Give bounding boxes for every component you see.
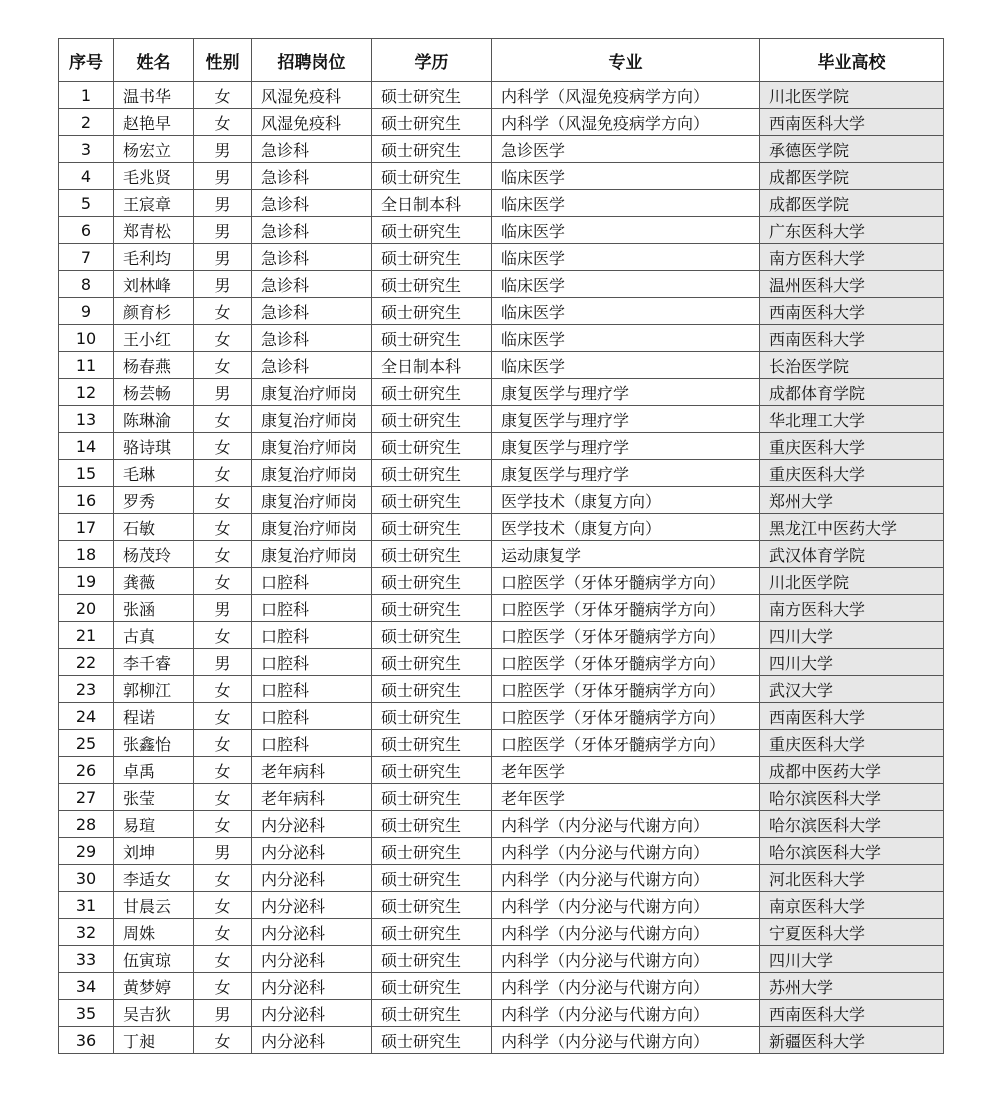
name-cell: 毛利均	[114, 244, 194, 271]
name-cell: 赵艳早	[114, 109, 194, 136]
name-cell: 李千睿	[114, 649, 194, 676]
major-cell: 老年医学	[492, 757, 760, 784]
education-cell: 硕士研究生	[372, 217, 492, 244]
major-cell: 内科学（风湿免疫病学方向）	[492, 82, 760, 109]
school-cell: 成都医学院	[760, 163, 944, 190]
school-cell: 成都医学院	[760, 190, 944, 217]
major-cell: 临床医学	[492, 271, 760, 298]
name-cell: 卓禹	[114, 757, 194, 784]
table-row	[59, 595, 944, 622]
header-name: 姓名	[114, 39, 194, 82]
index-cell: 12	[59, 379, 114, 406]
table-row	[59, 757, 944, 784]
gender-cell: 女	[194, 811, 252, 838]
index-cell: 17	[59, 514, 114, 541]
school-cell: 温州医科大学	[760, 271, 944, 298]
index-cell: 11	[59, 352, 114, 379]
education-cell: 硕士研究生	[372, 703, 492, 730]
index-cell: 20	[59, 595, 114, 622]
gender-cell: 女	[194, 109, 252, 136]
name-cell: 杨春燕	[114, 352, 194, 379]
position-cell: 康复治疗师岗	[252, 379, 372, 406]
header-school: 毕业高校	[760, 39, 944, 82]
major-cell: 内科学（内分泌与代谢方向）	[492, 838, 760, 865]
position-cell: 内分泌科	[252, 892, 372, 919]
table-row	[59, 109, 944, 136]
major-cell: 内科学（内分泌与代谢方向）	[492, 919, 760, 946]
gender-cell: 女	[194, 622, 252, 649]
gender-cell: 女	[194, 460, 252, 487]
education-cell: 硕士研究生	[372, 649, 492, 676]
school-cell: 新疆医科大学	[760, 1027, 944, 1054]
education-cell: 硕士研究生	[372, 82, 492, 109]
school-cell: 成都中医药大学	[760, 757, 944, 784]
gender-cell: 女	[194, 892, 252, 919]
education-cell: 硕士研究生	[372, 271, 492, 298]
position-cell: 口腔科	[252, 568, 372, 595]
name-cell: 易瑄	[114, 811, 194, 838]
position-cell: 老年病科	[252, 757, 372, 784]
position-cell: 风湿免疫科	[252, 109, 372, 136]
school-cell: 四川大学	[760, 946, 944, 973]
name-cell: 杨茂玲	[114, 541, 194, 568]
name-cell: 张鑫怡	[114, 730, 194, 757]
position-cell: 内分泌科	[252, 946, 372, 973]
index-cell: 18	[59, 541, 114, 568]
major-cell: 运动康复学	[492, 541, 760, 568]
position-cell: 急诊科	[252, 271, 372, 298]
education-cell: 硕士研究生	[372, 946, 492, 973]
position-cell: 内分泌科	[252, 838, 372, 865]
education-cell: 硕士研究生	[372, 514, 492, 541]
index-cell: 21	[59, 622, 114, 649]
major-cell: 内科学（内分泌与代谢方向）	[492, 865, 760, 892]
position-cell: 口腔科	[252, 649, 372, 676]
table-row	[59, 352, 944, 379]
name-cell: 郭柳江	[114, 676, 194, 703]
name-cell: 周姝	[114, 919, 194, 946]
table-row	[59, 730, 944, 757]
school-cell: 华北理工大学	[760, 406, 944, 433]
school-cell: 西南医科大学	[760, 298, 944, 325]
gender-cell: 女	[194, 487, 252, 514]
position-cell: 急诊科	[252, 217, 372, 244]
major-cell: 口腔医学（牙体牙髓病学方向）	[492, 568, 760, 595]
index-cell: 9	[59, 298, 114, 325]
major-cell: 内科学（风湿免疫病学方向）	[492, 109, 760, 136]
position-cell: 内分泌科	[252, 973, 372, 1000]
major-cell: 口腔医学（牙体牙髓病学方向）	[492, 649, 760, 676]
index-cell: 13	[59, 406, 114, 433]
major-cell: 康复医学与理疗学	[492, 406, 760, 433]
index-cell: 24	[59, 703, 114, 730]
gender-cell: 女	[194, 568, 252, 595]
name-cell: 毛兆贤	[114, 163, 194, 190]
position-cell: 急诊科	[252, 325, 372, 352]
education-cell: 硕士研究生	[372, 622, 492, 649]
index-cell: 28	[59, 811, 114, 838]
major-cell: 内科学（内分泌与代谢方向）	[492, 1027, 760, 1054]
major-cell: 临床医学	[492, 190, 760, 217]
school-cell: 川北医学院	[760, 82, 944, 109]
gender-cell: 女	[194, 325, 252, 352]
school-cell: 武汉大学	[760, 676, 944, 703]
school-cell: 哈尔滨医科大学	[760, 784, 944, 811]
name-cell: 王宸章	[114, 190, 194, 217]
major-cell: 临床医学	[492, 217, 760, 244]
index-cell: 22	[59, 649, 114, 676]
name-cell: 刘坤	[114, 838, 194, 865]
recruitment-list-table	[58, 38, 944, 1054]
education-cell: 硕士研究生	[372, 109, 492, 136]
major-cell: 内科学（内分泌与代谢方向）	[492, 892, 760, 919]
table-row	[59, 865, 944, 892]
gender-cell: 女	[194, 514, 252, 541]
school-cell: 南京医科大学	[760, 892, 944, 919]
table-row	[59, 1000, 944, 1027]
table-row	[59, 703, 944, 730]
gender-cell: 女	[194, 82, 252, 109]
index-cell: 30	[59, 865, 114, 892]
position-cell: 内分泌科	[252, 811, 372, 838]
table-row	[59, 325, 944, 352]
index-cell: 32	[59, 919, 114, 946]
index-cell: 6	[59, 217, 114, 244]
table-row	[59, 1027, 944, 1054]
name-cell: 张莹	[114, 784, 194, 811]
major-cell: 康复医学与理疗学	[492, 460, 760, 487]
gender-cell: 女	[194, 1027, 252, 1054]
major-cell: 临床医学	[492, 163, 760, 190]
gender-cell: 女	[194, 406, 252, 433]
table-row	[59, 676, 944, 703]
gender-cell: 女	[194, 865, 252, 892]
major-cell: 医学技术（康复方向）	[492, 487, 760, 514]
index-cell: 25	[59, 730, 114, 757]
gender-cell: 女	[194, 757, 252, 784]
table-row	[59, 379, 944, 406]
education-cell: 全日制本科	[372, 190, 492, 217]
school-cell: 哈尔滨医科大学	[760, 838, 944, 865]
education-cell: 硕士研究生	[372, 406, 492, 433]
school-cell: 西南医科大学	[760, 703, 944, 730]
position-cell: 急诊科	[252, 136, 372, 163]
position-cell: 急诊科	[252, 163, 372, 190]
position-cell: 急诊科	[252, 244, 372, 271]
index-cell: 19	[59, 568, 114, 595]
major-cell: 口腔医学（牙体牙髓病学方向）	[492, 595, 760, 622]
name-cell: 吴吉狄	[114, 1000, 194, 1027]
position-cell: 内分泌科	[252, 919, 372, 946]
education-cell: 硕士研究生	[372, 973, 492, 1000]
gender-cell: 男	[194, 1000, 252, 1027]
table-row	[59, 514, 944, 541]
name-cell: 刘林峰	[114, 271, 194, 298]
school-cell: 重庆医科大学	[760, 460, 944, 487]
position-cell: 口腔科	[252, 730, 372, 757]
education-cell: 硕士研究生	[372, 1000, 492, 1027]
table-row	[59, 406, 944, 433]
table-row	[59, 541, 944, 568]
position-cell: 口腔科	[252, 703, 372, 730]
name-cell: 丁昶	[114, 1027, 194, 1054]
name-cell: 颜育杉	[114, 298, 194, 325]
name-cell: 李适女	[114, 865, 194, 892]
education-cell: 硕士研究生	[372, 487, 492, 514]
gender-cell: 男	[194, 649, 252, 676]
major-cell: 老年医学	[492, 784, 760, 811]
school-cell: 苏州大学	[760, 973, 944, 1000]
position-cell: 急诊科	[252, 352, 372, 379]
table-row	[59, 271, 944, 298]
major-cell: 医学技术（康复方向）	[492, 514, 760, 541]
name-cell: 郑青松	[114, 217, 194, 244]
major-cell: 内科学（内分泌与代谢方向）	[492, 973, 760, 1000]
school-cell: 宁夏医科大学	[760, 919, 944, 946]
gender-cell: 女	[194, 298, 252, 325]
table-row	[59, 973, 944, 1000]
major-cell: 康复医学与理疗学	[492, 433, 760, 460]
header-position: 招聘岗位	[252, 39, 372, 82]
name-cell: 石敏	[114, 514, 194, 541]
table-row	[59, 244, 944, 271]
major-cell: 临床医学	[492, 298, 760, 325]
school-cell: 川北医学院	[760, 568, 944, 595]
index-cell: 4	[59, 163, 114, 190]
school-cell: 西南医科大学	[760, 325, 944, 352]
table-row	[59, 946, 944, 973]
table-row	[59, 784, 944, 811]
gender-cell: 女	[194, 946, 252, 973]
major-cell: 口腔医学（牙体牙髓病学方向）	[492, 676, 760, 703]
name-cell: 甘晨云	[114, 892, 194, 919]
name-cell: 王小红	[114, 325, 194, 352]
major-cell: 内科学（内分泌与代谢方向）	[492, 1000, 760, 1027]
gender-cell: 女	[194, 352, 252, 379]
education-cell: 硕士研究生	[372, 784, 492, 811]
education-cell: 硕士研究生	[372, 865, 492, 892]
position-cell: 康复治疗师岗	[252, 541, 372, 568]
header-row	[59, 39, 944, 82]
name-cell: 张涵	[114, 595, 194, 622]
position-cell: 急诊科	[252, 190, 372, 217]
index-cell: 16	[59, 487, 114, 514]
header-education: 学历	[372, 39, 492, 82]
school-cell: 黑龙江中医药大学	[760, 514, 944, 541]
table-row	[59, 190, 944, 217]
school-cell: 长治医学院	[760, 352, 944, 379]
index-cell: 36	[59, 1027, 114, 1054]
table-row	[59, 649, 944, 676]
school-cell: 四川大学	[760, 622, 944, 649]
gender-cell: 女	[194, 433, 252, 460]
header-index: 序号	[59, 39, 114, 82]
gender-cell: 女	[194, 973, 252, 1000]
position-cell: 内分泌科	[252, 1027, 372, 1054]
position-cell: 口腔科	[252, 622, 372, 649]
school-cell: 承德医学院	[760, 136, 944, 163]
position-cell: 老年病科	[252, 784, 372, 811]
education-cell: 硕士研究生	[372, 838, 492, 865]
gender-cell: 男	[194, 271, 252, 298]
major-cell: 康复医学与理疗学	[492, 379, 760, 406]
gender-cell: 男	[194, 838, 252, 865]
school-cell: 南方医科大学	[760, 595, 944, 622]
position-cell: 康复治疗师岗	[252, 406, 372, 433]
position-cell: 康复治疗师岗	[252, 460, 372, 487]
position-cell: 内分泌科	[252, 1000, 372, 1027]
education-cell: 硕士研究生	[372, 460, 492, 487]
index-cell: 29	[59, 838, 114, 865]
name-cell: 陈琳渝	[114, 406, 194, 433]
table-row	[59, 433, 944, 460]
index-cell: 2	[59, 109, 114, 136]
education-cell: 硕士研究生	[372, 811, 492, 838]
position-cell: 风湿免疫科	[252, 82, 372, 109]
table-row	[59, 568, 944, 595]
name-cell: 毛琳	[114, 460, 194, 487]
table-row	[59, 487, 944, 514]
index-cell: 23	[59, 676, 114, 703]
gender-cell: 女	[194, 703, 252, 730]
education-cell: 硕士研究生	[372, 298, 492, 325]
position-cell: 急诊科	[252, 298, 372, 325]
index-cell: 8	[59, 271, 114, 298]
gender-cell: 男	[194, 595, 252, 622]
school-cell: 四川大学	[760, 649, 944, 676]
name-cell: 古真	[114, 622, 194, 649]
index-cell: 31	[59, 892, 114, 919]
name-cell: 罗秀	[114, 487, 194, 514]
table-row	[59, 298, 944, 325]
position-cell: 口腔科	[252, 595, 372, 622]
name-cell: 温书华	[114, 82, 194, 109]
school-cell: 河北医科大学	[760, 865, 944, 892]
education-cell: 全日制本科	[372, 352, 492, 379]
education-cell: 硕士研究生	[372, 730, 492, 757]
education-cell: 硕士研究生	[372, 1027, 492, 1054]
school-cell: 重庆医科大学	[760, 433, 944, 460]
table-row	[59, 811, 944, 838]
education-cell: 硕士研究生	[372, 163, 492, 190]
table-row	[59, 163, 944, 190]
name-cell: 骆诗琪	[114, 433, 194, 460]
major-cell: 急诊医学	[492, 136, 760, 163]
index-cell: 3	[59, 136, 114, 163]
name-cell: 黄梦婷	[114, 973, 194, 1000]
major-cell: 口腔医学（牙体牙髓病学方向）	[492, 622, 760, 649]
education-cell: 硕士研究生	[372, 244, 492, 271]
school-cell: 成都体育学院	[760, 379, 944, 406]
school-cell: 广东医科大学	[760, 217, 944, 244]
index-cell: 15	[59, 460, 114, 487]
major-cell: 临床医学	[492, 352, 760, 379]
education-cell: 硕士研究生	[372, 919, 492, 946]
position-cell: 康复治疗师岗	[252, 433, 372, 460]
school-cell: 西南医科大学	[760, 109, 944, 136]
name-cell: 龚薇	[114, 568, 194, 595]
education-cell: 硕士研究生	[372, 892, 492, 919]
gender-cell: 男	[194, 379, 252, 406]
gender-cell: 女	[194, 919, 252, 946]
table-row	[59, 919, 944, 946]
table-row	[59, 892, 944, 919]
school-cell: 哈尔滨医科大学	[760, 811, 944, 838]
major-cell: 临床医学	[492, 244, 760, 271]
major-cell: 内科学（内分泌与代谢方向）	[492, 811, 760, 838]
table-body	[59, 82, 944, 1054]
index-cell: 33	[59, 946, 114, 973]
header-gender: 性别	[194, 39, 252, 82]
index-cell: 14	[59, 433, 114, 460]
index-cell: 34	[59, 973, 114, 1000]
position-cell: 康复治疗师岗	[252, 514, 372, 541]
gender-cell: 男	[194, 163, 252, 190]
table-row	[59, 622, 944, 649]
table-row	[59, 136, 944, 163]
gender-cell: 女	[194, 541, 252, 568]
school-cell: 武汉体育学院	[760, 541, 944, 568]
education-cell: 硕士研究生	[372, 541, 492, 568]
name-cell: 程诺	[114, 703, 194, 730]
name-cell: 杨宏立	[114, 136, 194, 163]
gender-cell: 女	[194, 784, 252, 811]
education-cell: 硕士研究生	[372, 568, 492, 595]
table-row	[59, 82, 944, 109]
education-cell: 硕士研究生	[372, 595, 492, 622]
index-cell: 7	[59, 244, 114, 271]
gender-cell: 男	[194, 217, 252, 244]
school-cell: 西南医科大学	[760, 1000, 944, 1027]
education-cell: 硕士研究生	[372, 379, 492, 406]
position-cell: 内分泌科	[252, 865, 372, 892]
table-row	[59, 838, 944, 865]
header-major: 专业	[492, 39, 760, 82]
gender-cell: 男	[194, 190, 252, 217]
index-cell: 10	[59, 325, 114, 352]
gender-cell: 女	[194, 730, 252, 757]
school-cell: 南方医科大学	[760, 244, 944, 271]
education-cell: 硕士研究生	[372, 433, 492, 460]
school-cell: 重庆医科大学	[760, 730, 944, 757]
index-cell: 5	[59, 190, 114, 217]
major-cell: 口腔医学（牙体牙髓病学方向）	[492, 703, 760, 730]
education-cell: 硕士研究生	[372, 676, 492, 703]
table-row	[59, 460, 944, 487]
index-cell: 26	[59, 757, 114, 784]
name-cell: 杨芸畅	[114, 379, 194, 406]
index-cell: 35	[59, 1000, 114, 1027]
gender-cell: 男	[194, 136, 252, 163]
education-cell: 硕士研究生	[372, 757, 492, 784]
position-cell: 口腔科	[252, 676, 372, 703]
index-cell: 27	[59, 784, 114, 811]
education-cell: 硕士研究生	[372, 325, 492, 352]
school-cell: 郑州大学	[760, 487, 944, 514]
position-cell: 康复治疗师岗	[252, 487, 372, 514]
gender-cell: 女	[194, 676, 252, 703]
index-cell: 1	[59, 82, 114, 109]
major-cell: 口腔医学（牙体牙髓病学方向）	[492, 730, 760, 757]
education-cell: 硕士研究生	[372, 136, 492, 163]
gender-cell: 男	[194, 244, 252, 271]
major-cell: 临床医学	[492, 325, 760, 352]
major-cell: 内科学（内分泌与代谢方向）	[492, 946, 760, 973]
table-row	[59, 217, 944, 244]
name-cell: 伍寅琼	[114, 946, 194, 973]
